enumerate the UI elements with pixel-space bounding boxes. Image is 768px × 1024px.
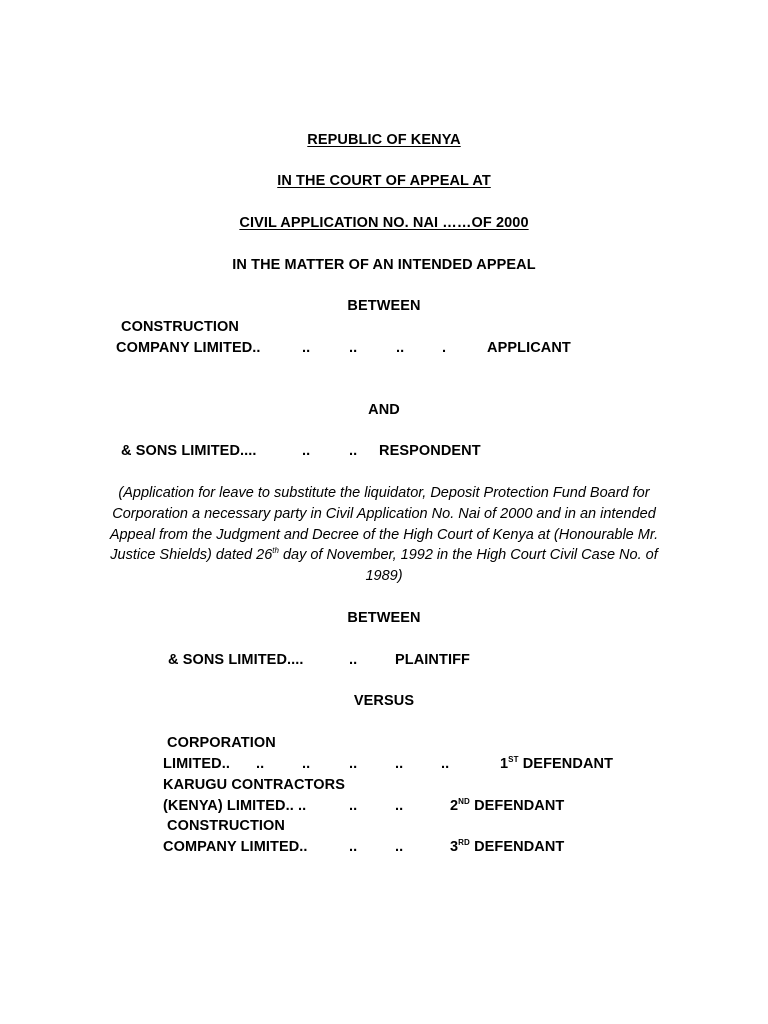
defendant2-name-line1: KARUGU CONTRACTORS xyxy=(163,777,345,793)
defendant3-dots-1: .. xyxy=(349,839,358,855)
defendant1-name-line2: LIMITED.. xyxy=(163,756,230,772)
between-heading-1: BETWEEN xyxy=(347,298,421,314)
defendant1-name-line1: CORPORATION xyxy=(167,735,276,751)
defendant2-number: 2 xyxy=(450,798,459,814)
application-description-part2: day of November, 1992 in the High Court Civil Case No. of 1989) xyxy=(278,547,658,585)
defendant2-name-line2: (KENYA) LIMITED.. .. xyxy=(163,798,307,814)
defendant2-dots-2: .. xyxy=(395,798,404,814)
court-heading: IN THE COURT OF APPEAL AT xyxy=(277,173,491,189)
defendant1-dots-4: .. xyxy=(395,756,404,772)
defendant1-dots-2: .. xyxy=(302,756,311,772)
defendant1-dots-3: .. xyxy=(349,756,358,772)
defendant3-dots-2: .. xyxy=(395,839,404,855)
defendant1-dots-1: .. xyxy=(256,756,265,772)
defendant3-name-line2: COMPANY LIMITED.. xyxy=(163,839,308,855)
application-description xyxy=(100,483,668,587)
applicant-name-line1: CONSTRUCTION xyxy=(121,319,239,335)
date-superscript: th xyxy=(272,546,279,556)
applicant-dots-2: .. xyxy=(349,340,358,356)
plaintiff-dots: .. xyxy=(349,652,358,668)
defendant1-dots-5: .. xyxy=(441,756,450,772)
plaintiff-name: & SONS LIMITED.... xyxy=(168,652,304,668)
applicant-name-line2: COMPANY LIMITED.. xyxy=(116,340,261,356)
republic-heading: REPUBLIC OF KENYA xyxy=(307,132,461,148)
matter-heading: IN THE MATTER OF AN INTENDED APPEAL xyxy=(232,257,536,273)
applicant-dots-4: . xyxy=(442,340,447,356)
respondent-role: RESPONDENT xyxy=(379,443,481,459)
defendant2-role-label: DEFENDANT xyxy=(469,798,565,814)
defendant2-role xyxy=(450,797,564,815)
defendant2-dots-1: .. xyxy=(349,798,358,814)
applicant-role: APPLICANT xyxy=(487,340,571,356)
applicant-dots-3: .. xyxy=(396,340,405,356)
respondent-name: & SONS LIMITED.... xyxy=(121,443,257,459)
respondent-dots-2: .. xyxy=(349,443,358,459)
respondent-dots-1: .. xyxy=(302,443,311,459)
and-heading: AND xyxy=(368,402,400,418)
defendant3-ordinal: RD xyxy=(458,838,470,848)
versus-heading: VERSUS xyxy=(353,693,415,709)
defendant1-role-label: DEFENDANT xyxy=(518,756,614,772)
defendant3-number: 3 xyxy=(450,839,459,855)
defendant3-role-label: DEFENDANT xyxy=(469,839,565,855)
applicant-dots-1: .. xyxy=(302,340,311,356)
plaintiff-role: PLAINTIFF xyxy=(395,652,471,668)
defendant2-ordinal: ND xyxy=(458,797,470,807)
defendant1-ordinal: ST xyxy=(508,755,519,765)
between-heading-2: BETWEEN xyxy=(347,610,421,626)
defendant1-role xyxy=(500,755,613,773)
application-heading: CIVIL APPLICATION NO. NAI ……OF 2000 xyxy=(239,215,529,231)
defendant3-name-line1: CONSTRUCTION xyxy=(167,818,285,834)
defendant3-role xyxy=(450,838,564,856)
defendant1-number: 1 xyxy=(500,756,509,772)
application-description-part1: (Application for leave to substitute the liquidator, Deposit Protection Fund Board for Corporation a necessary party in Civil Application No. Nai of 2000 and in an intended Appeal from the Judgment and Decree of the High Court of Kenya at (Honourable Mr. Justice Shields) dated 26 xyxy=(109,485,659,564)
